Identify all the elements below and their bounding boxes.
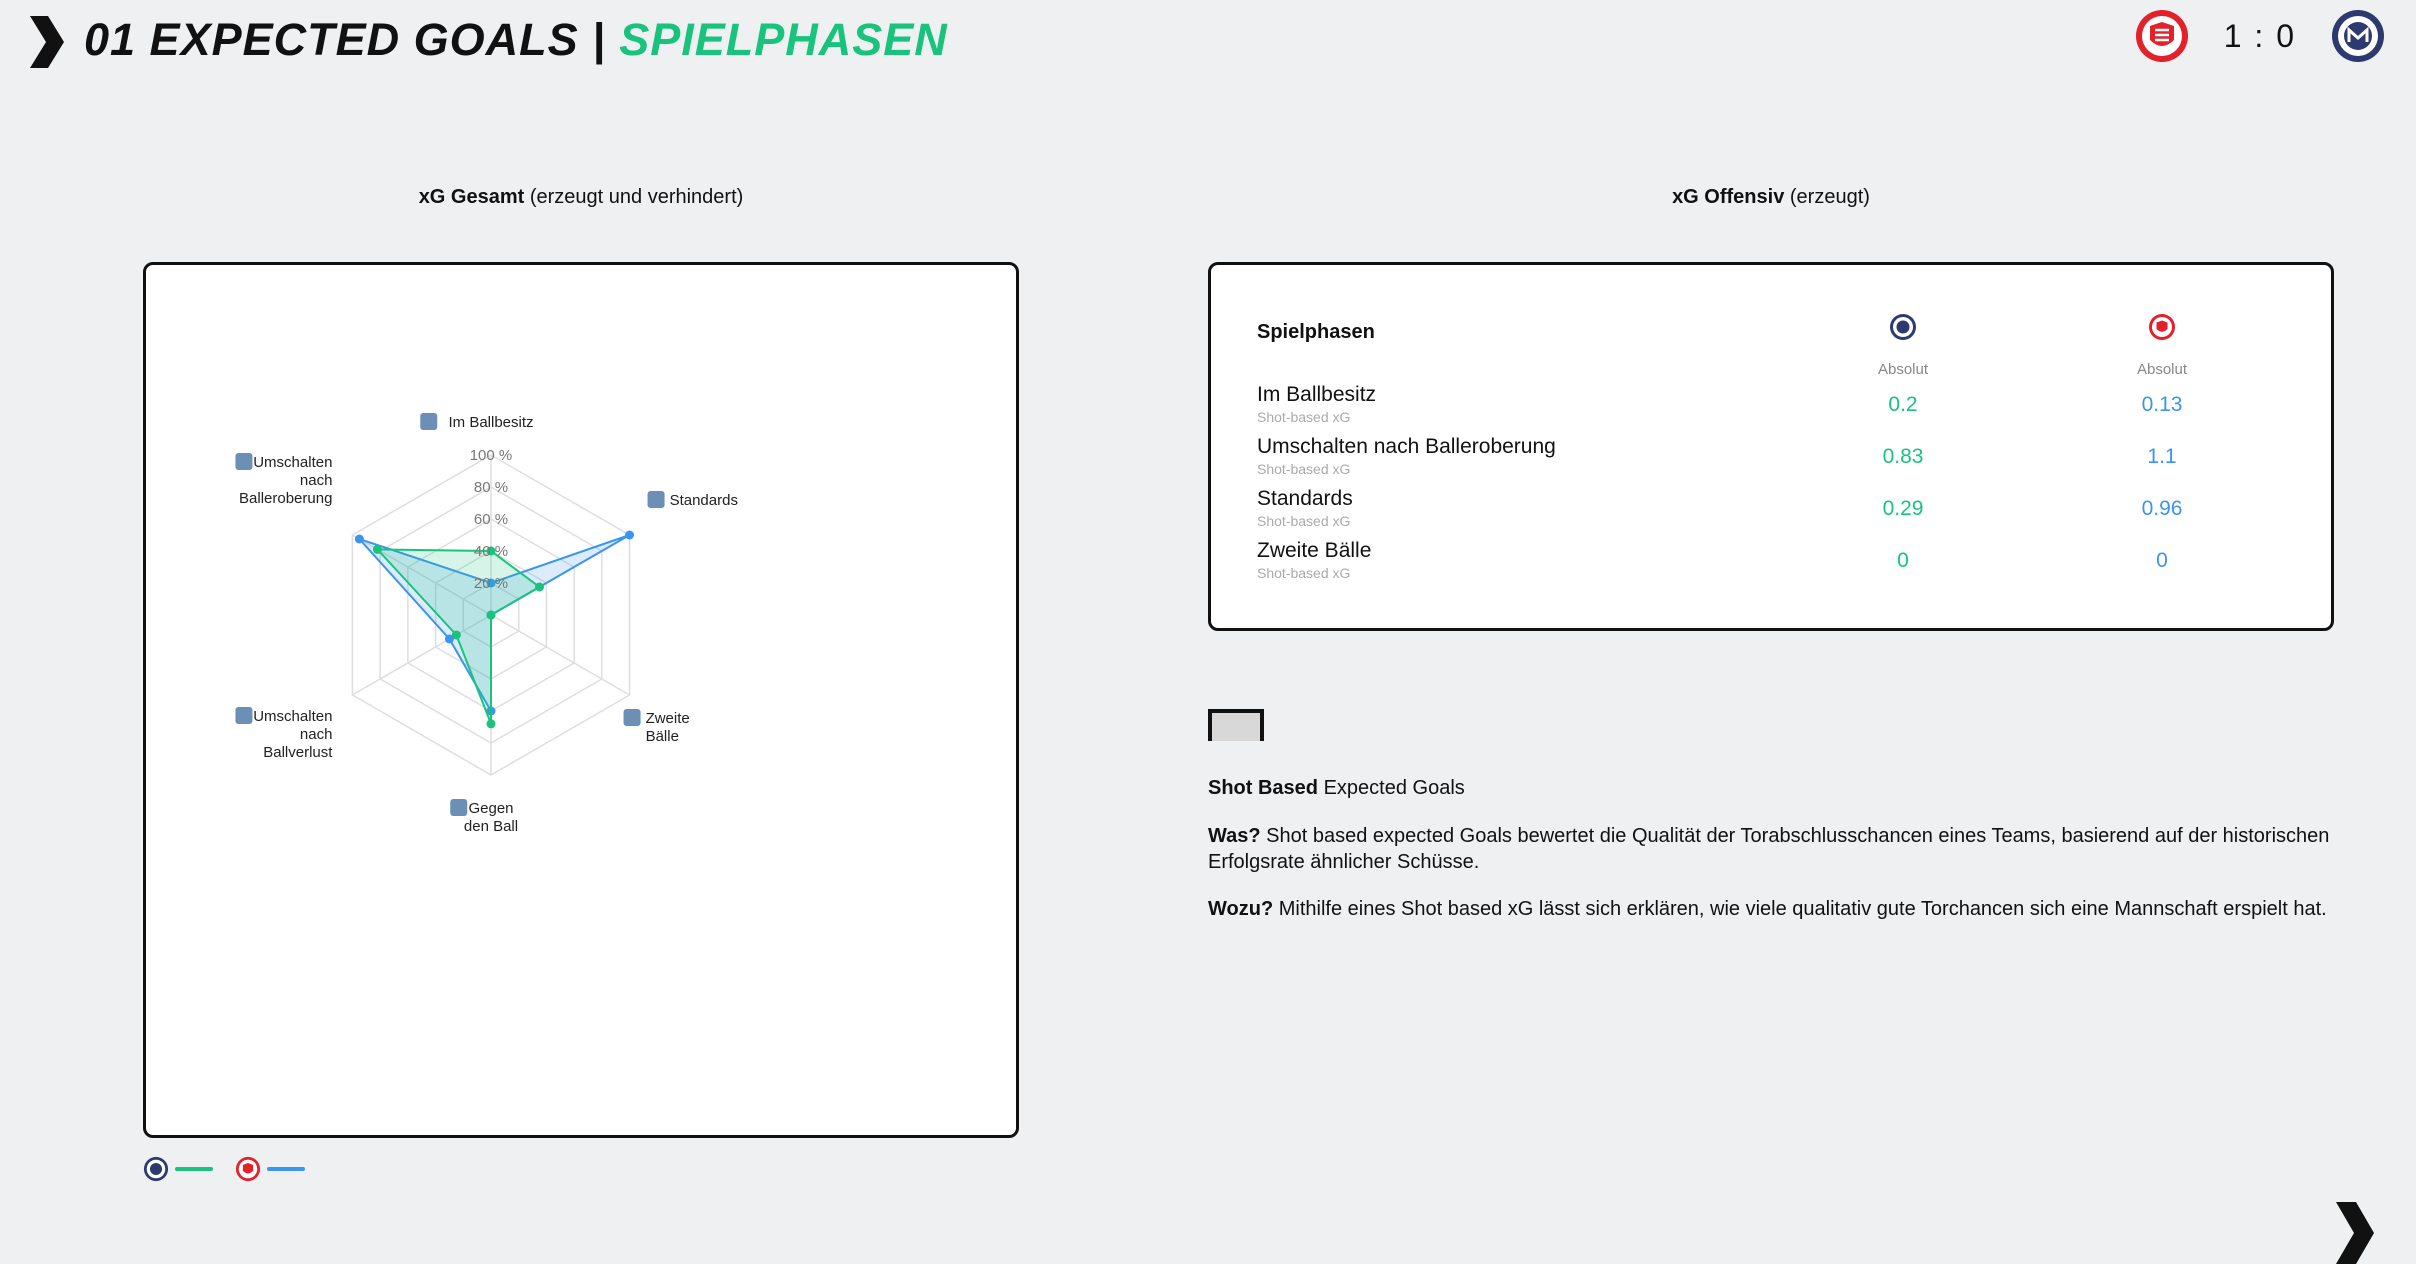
column-label-msv: Absolut [1877, 361, 1929, 378]
was-label: Was? [1208, 825, 1261, 847]
radar-tick-label: 20 % [473, 575, 509, 592]
right-panel-title-bold: xG Offensiv [1672, 186, 1785, 208]
number-2-icon [624, 709, 641, 726]
radar-axis-label: Standards [669, 492, 738, 509]
xg-table-card [1208, 262, 2334, 631]
radar-data-point [535, 583, 544, 592]
radar-axis-label: nach [299, 726, 333, 743]
circle-icon [648, 491, 665, 508]
radar-data-point [355, 535, 364, 544]
page-title-main: 01 EXPECTED GOALS | [84, 14, 620, 65]
scoreboard [2134, 8, 2386, 64]
chart-legend [143, 1156, 305, 1182]
radar-axis-label: Balleroberung [239, 490, 333, 507]
radar-data-point [373, 545, 382, 554]
radar-tick-label: 80 % [473, 479, 509, 496]
msv-blue-crest-icon [2330, 8, 2386, 64]
legend-item-msv [143, 1156, 213, 1182]
row-value-msv: 0 [1897, 549, 1909, 572]
radar-tick-label: 60 % [473, 511, 509, 528]
left-panel-title [281, 186, 881, 209]
chevron-logo-icon [30, 16, 66, 68]
radar-data-point [487, 719, 496, 728]
rwe-red-crest-icon [235, 1156, 261, 1182]
description-was [1208, 823, 2348, 875]
row-sub: Shot-based xG [1257, 409, 1351, 425]
row-sub: Shot-based xG [1257, 461, 1351, 477]
row-sub: Shot-based xG [1257, 513, 1351, 529]
radar-axis-label: Ballverlust [263, 744, 333, 761]
radar-data-point [452, 631, 461, 640]
was-text: Shot based expected Goals bewertet die Qualität der Torabschlusschancen eines Teams, basierend auf der historischen Erfolgsrate ähnlicher Schüsse. [1208, 825, 2330, 873]
description-heading [1208, 775, 2348, 801]
radar-tick-label: 100 % [469, 447, 513, 464]
msv-blue-crest-icon [143, 1156, 169, 1182]
row-label: Standards [1257, 487, 1353, 510]
column-label-rwe: Absolut [2136, 361, 2188, 378]
row-value-msv: 0.2 [1888, 393, 1918, 416]
table-header: Spielphasen [1257, 321, 1375, 343]
radar-axis-label: Im Ballbesitz [448, 414, 534, 431]
row-sub: Shot-based xG [1257, 565, 1351, 581]
radar-axis-label: Gegen [468, 800, 514, 817]
radar-axis-label: Umschalten [253, 708, 333, 725]
legend-line-blue [267, 1167, 305, 1171]
right-panel-title-rest: (erzeugt) [1784, 186, 1870, 208]
row-value-msv: 0.83 [1882, 445, 1924, 468]
row-value-rwe: 1.1 [2147, 445, 2177, 468]
right-panel-title [1471, 186, 2071, 209]
legend-line-green [175, 1167, 213, 1171]
goal-frame-icon [1208, 709, 1264, 741]
row-label: Zweite Bälle [1257, 539, 1372, 562]
row-value-rwe: 0.13 [2141, 393, 2183, 416]
radar-axis-label: nach [299, 472, 333, 489]
radar-axis-label: den Ball [463, 818, 519, 835]
page-title-accent: SPIELPHASEN [619, 14, 948, 65]
radar-data-point [487, 611, 496, 620]
row-value-msv: 0.29 [1882, 497, 1924, 520]
rwe-red-crest-icon [2148, 313, 2176, 341]
page-title [84, 14, 948, 66]
next-page-chevron-icon[interactable] [2336, 1202, 2376, 1264]
radar-data-point [625, 531, 634, 540]
description-heading-rest: Expected Goals [1318, 777, 1465, 799]
radar-chart [146, 265, 1016, 1135]
play-icon [420, 413, 437, 430]
description-wozu [1208, 896, 2348, 922]
row-label: Im Ballbesitz [1257, 383, 1377, 406]
radar-axis-label: Zweite [645, 710, 690, 727]
radar-tick-label: 40 % [473, 543, 509, 560]
row-label: Umschalten nach Balleroberung [1257, 435, 1556, 458]
row-value-rwe: 0 [2156, 549, 2168, 572]
pause-icon [450, 799, 467, 816]
row-value-rwe: 0.96 [2141, 497, 2183, 520]
radar-spoke [491, 615, 630, 695]
radar-axis-label: Umschalten [253, 454, 333, 471]
msv-blue-crest-icon [1889, 313, 1917, 341]
rwe-red-crest-icon [2134, 8, 2190, 64]
description-heading-bold: Shot Based [1208, 777, 1319, 799]
radar-chart-card [143, 262, 1019, 1138]
match-score: 1 : 0 [2223, 17, 2296, 54]
wozu-text: Mithilfe eines Shot based xG lässt sich erklären, wie viele qualitativ gute Torchancen sich eine Mannschaft erspielt hat. [1273, 898, 2327, 920]
arrow-up-icon [235, 453, 252, 470]
number-1-icon [235, 707, 252, 724]
radar-axis-label: Bälle [645, 728, 679, 745]
wozu-label: Wozu? [1208, 898, 1274, 920]
legend-item-rwe [235, 1156, 305, 1182]
left-panel-title-bold: xG Gesamt [418, 186, 525, 208]
left-panel-title-rest: (erzeugt und verhindert) [524, 186, 744, 208]
